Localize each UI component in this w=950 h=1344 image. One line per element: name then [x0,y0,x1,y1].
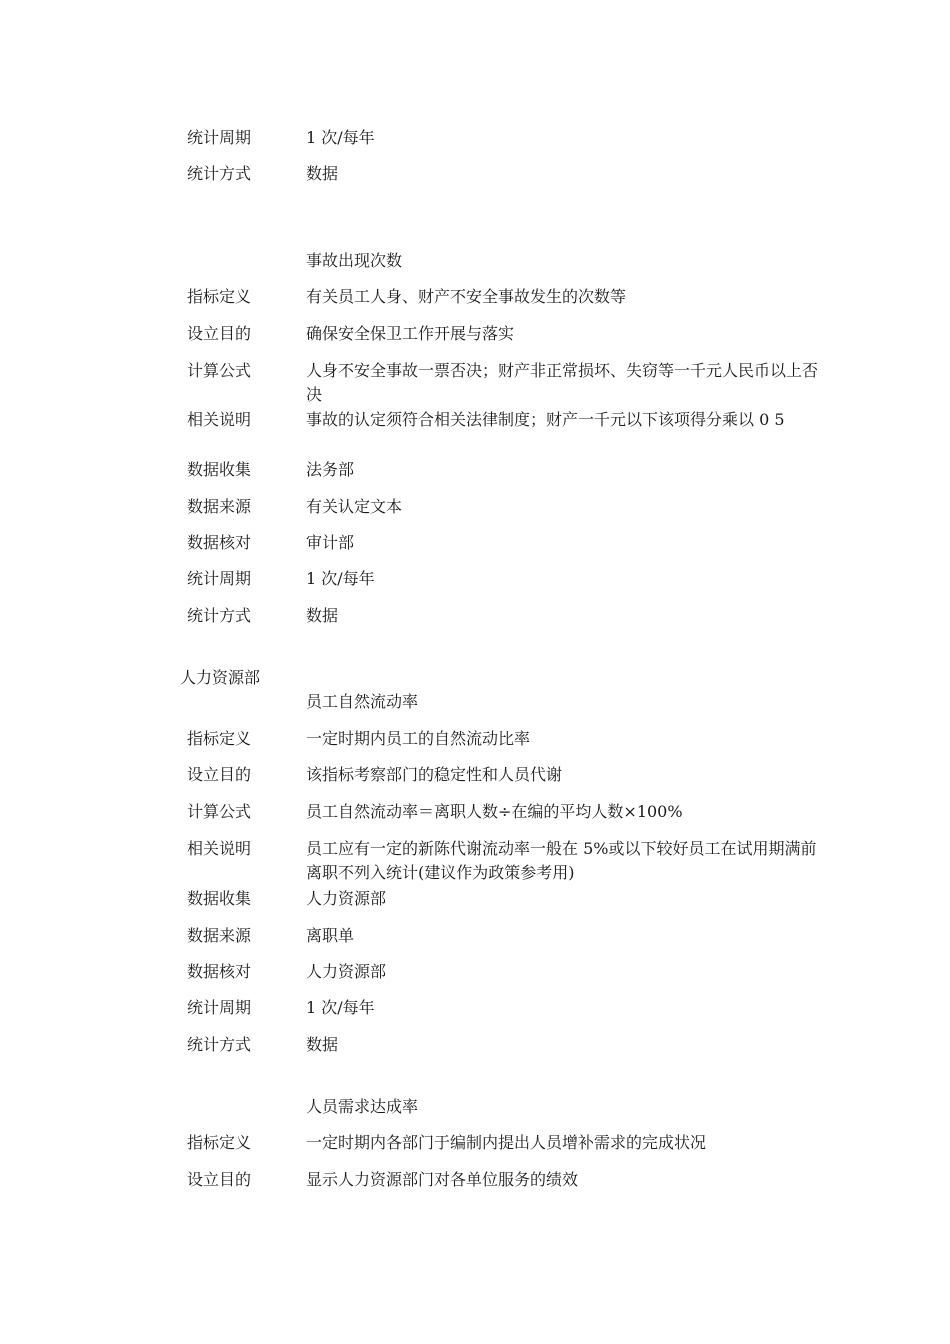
field-label: 统计方式 [187,164,252,183]
field-label: 统计方式 [187,606,252,625]
field-value: 确保安全保卫工作开展与落实 [306,324,515,343]
field-value: 人力资源部 [306,889,387,908]
field-value: 数据 [306,164,339,183]
field-value: 员工自然流动率＝离职人数÷在编的平均人数×100% [306,802,683,821]
field-value: 员工应有一定的新陈代谢流动率一般在 5%或以下较好员工在试用期满前离职不列入统计(建议作为政策参考用) [306,839,817,882]
field-label: 统计周期 [187,569,252,588]
field-value: 人力资源部 [306,962,387,981]
field-label: 计算公式 [187,361,252,380]
field-value: 审计部 [306,533,355,552]
field-value: 人身不安全事故一票否决；财产非正常损坏、失窃等一千元人民币以上否决 [306,361,819,404]
field-value: 该指标考察部门的稳定性和人员代谢 [306,765,563,784]
field-value: 一定时期内各部门于编制内提出人员增补需求的完成状况 [306,1133,707,1152]
field-label: 数据核对 [187,533,252,552]
field-label: 指标定义 [187,287,252,306]
field-value: 有关认定文本 [306,497,403,516]
field-value: 一定时期内员工的自然流动比率 [306,729,531,748]
field-label: 数据收集 [187,460,252,479]
field-value: 1 次/每年 [306,569,375,588]
field-value: 法务部 [306,460,355,479]
field-label: 数据来源 [187,926,252,945]
field-label: 相关说明 [187,839,252,858]
field-value: 1 次/每年 [306,998,375,1017]
field-label: 统计周期 [187,998,252,1017]
field-label: 设立目的 [187,1170,252,1189]
indicator-title: 人员需求达成率 [306,1097,419,1116]
field-label: 设立目的 [187,765,252,784]
indicator-title: 事故出现次数 [306,251,403,270]
field-label: 相关说明 [187,410,252,429]
field-value: 数据 [306,606,339,625]
section-heading: 人力资源部 [180,668,261,687]
field-value: 有关员工人身、财产不安全事故发生的次数等 [306,287,627,306]
field-label: 统计方式 [187,1035,252,1054]
field-label: 计算公式 [187,802,252,821]
field-label: 数据来源 [187,497,252,516]
field-value: 显示人力资源部门对各单位服务的绩效 [306,1170,579,1189]
field-value: 事故的认定须符合相关法律制度；财产一千元以下该项得分乘以 0 5 [306,410,785,429]
field-label: 指标定义 [187,1133,252,1152]
field-value: 离职单 [306,926,355,945]
indicator-title: 员工自然流动率 [306,692,419,711]
field-value: 数据 [306,1035,339,1054]
field-value: 1 次/每年 [306,128,375,147]
field-label: 设立目的 [187,324,252,343]
field-label: 统计周期 [187,128,252,147]
field-label: 数据收集 [187,889,252,908]
field-label: 数据核对 [187,962,252,981]
field-label: 指标定义 [187,729,252,748]
